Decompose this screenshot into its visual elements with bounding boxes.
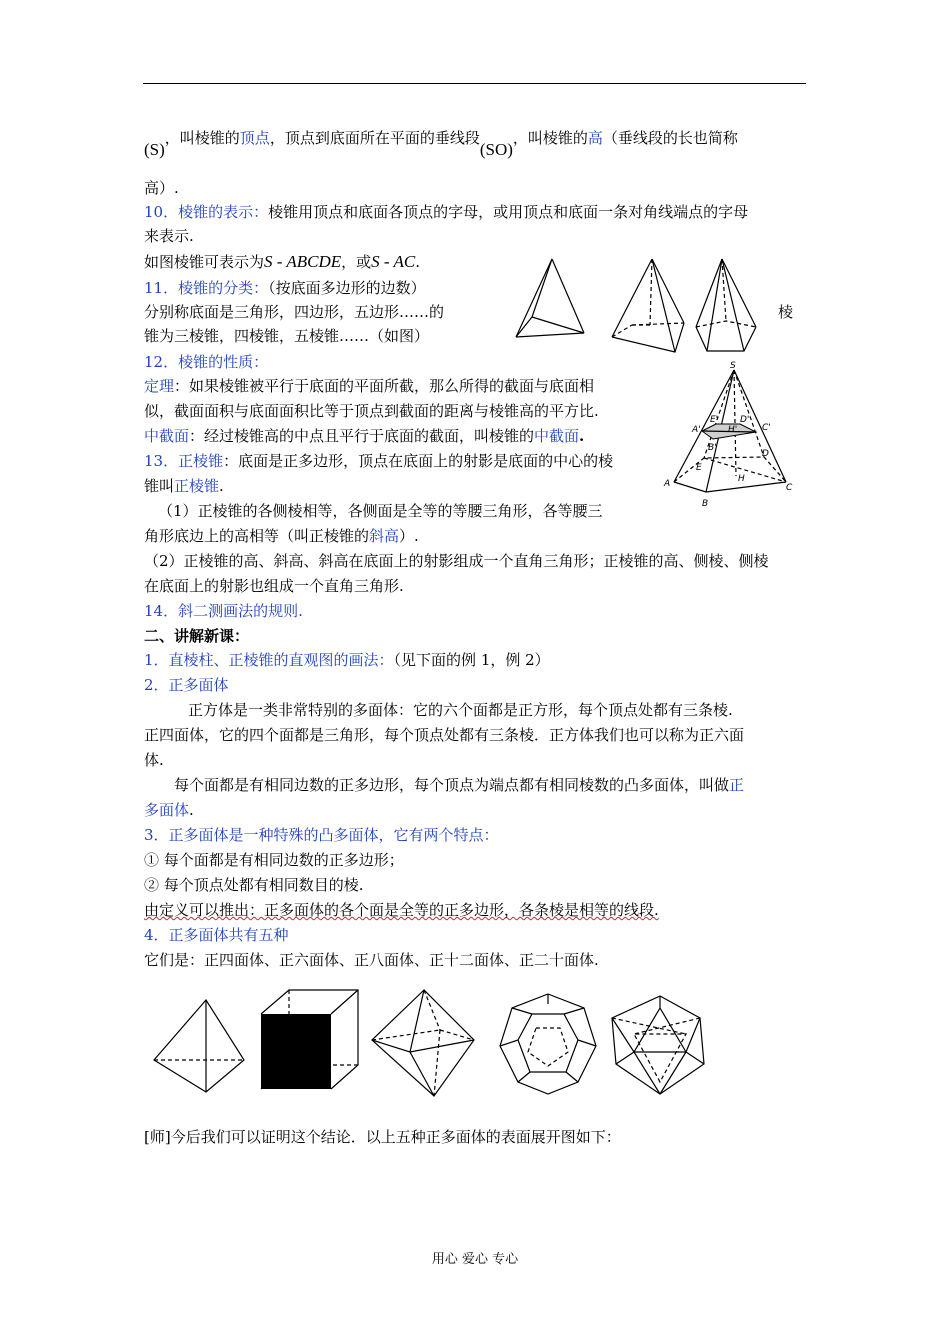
- paragraph-cube: 正方体是一类非常特别的多面体：它的六个面都是正方形，每个顶点处都有三条棱.: [188, 701, 733, 719]
- section-12-title: 12．棱锥的性质：: [144, 353, 269, 371]
- item-2-title: 2．正多面体: [144, 676, 229, 694]
- label-c1: C': [762, 423, 771, 433]
- label-b: B: [702, 499, 709, 509]
- section-10-example: 如图棱锥可表示为S - ABCDE，或S - AC.: [144, 252, 421, 271]
- section-11: 11．棱锥的分类：（按底面多边形的边数）: [144, 279, 426, 297]
- section-10-title: 10．棱锥的表示：: [144, 203, 269, 221]
- triangular-pyramid: [516, 259, 584, 337]
- text-line: 在底面上的射影也组成一个直角三角形.: [144, 577, 404, 595]
- term-vertex: 顶点: [239, 129, 270, 147]
- text-line-end: 棱: [778, 303, 794, 321]
- term-slant-height: 斜高: [369, 527, 400, 545]
- section-14-title: 14．斜二测画法的规则.: [144, 602, 303, 620]
- text-line: 锥为三棱锥，四棱锥，五棱锥……（如图）: [144, 327, 430, 345]
- feature-1: ① 每个面都是有相同边数的正多边形；: [144, 851, 404, 869]
- text-line: 来表示.: [144, 227, 194, 245]
- item-1-title: 1．直棱柱、正棱锥的直观图的画法：: [144, 651, 394, 669]
- label-h: H: [738, 474, 745, 484]
- dodecahedron: [500, 994, 596, 1094]
- label-d: D: [762, 449, 769, 459]
- property-2: （2）正棱锥的高、斜高、斜高在底面上的射影组成一个直角三角形；正棱锥的高、侧棱、侧棱: [144, 552, 769, 570]
- icosahedron: [612, 996, 704, 1094]
- octahedron: [372, 990, 474, 1096]
- theorem-line: 定理：如果棱锥被平行于底面的平面所截，那么所得的截面与底面相: [144, 377, 595, 395]
- pyramid-section-figure: [660, 360, 795, 512]
- label-s: S: [730, 361, 736, 371]
- text-line-vertex-height: (S)，叫棱锥的顶点，顶点到底面所在平面的垂线段(SO)，叫棱锥的高（垂线段的长也简称: [144, 129, 738, 159]
- label-c: C: [786, 483, 793, 493]
- label-h1: H': [728, 425, 738, 435]
- text-line: 分别称底面是三角形，四边形，五边形……的: [144, 303, 445, 321]
- label-e: E: [696, 463, 702, 473]
- math-s-abcde: S - ABCDE: [264, 252, 342, 271]
- page-footer: 用心 爱心 专心: [431, 1252, 519, 1267]
- term-regular-pyramid: 正棱锥: [174, 477, 220, 495]
- text-line: 正四面体，它的四个面都是三角形，每个顶点处都有三条棱．正方体我们也可以称为正六面: [144, 726, 745, 744]
- feature-2: ② 每个顶点处都有相同数目的棱.: [144, 876, 364, 894]
- header-rule: [143, 83, 806, 84]
- label-e1: E': [710, 415, 719, 425]
- text-line: 高）.: [144, 179, 179, 197]
- cube: [261, 990, 358, 1089]
- term-theorem: 定理: [144, 377, 175, 395]
- property-1: （1）正棱锥的各侧棱相等，各侧面是全等的等腰三角形，各等腰三: [158, 502, 603, 520]
- pyramid-types-figure: [512, 255, 772, 355]
- quadrangular-pyramid: [612, 259, 684, 352]
- term-mid-section: 中截面: [144, 427, 190, 445]
- pentagonal-pyramid: [696, 259, 756, 351]
- text-line: 体.: [144, 751, 164, 769]
- section-10: 10．棱锥的表示：棱锥用顶点和底面各顶点的字母，或用顶点和底面一条对角线端点的字母: [144, 203, 749, 221]
- regular-polyhedra-figure: [148, 990, 718, 1100]
- paragraph-definition: 每个面都是有相同边数的正多边形，每个顶点为端点都有相同棱数的凸多面体，叫做正: [174, 776, 745, 794]
- term-height: 高: [587, 129, 603, 147]
- label-b1: B': [708, 443, 717, 453]
- tetrahedron: [154, 1000, 244, 1092]
- math-s-ac: S - AC: [371, 252, 416, 271]
- part2-title: 二、讲解新课：: [144, 627, 250, 645]
- section-13-title: 13．正棱锥: [144, 452, 224, 470]
- section-13: 13．正棱锥：底面是正多边形，顶点在底面上的射影是底面的中心的棱: [144, 452, 614, 470]
- text-line: 多面体.: [144, 801, 194, 819]
- label-a: A: [664, 479, 671, 489]
- label-d1: D': [740, 415, 750, 425]
- text-line: 它们是：正四面体、正六面体、正八面体、正十二面体、正二十面体.: [144, 951, 599, 969]
- mid-section-line: 中截面：经过棱锥高的中点且平行于底面的截面，叫棱锥的中截面.: [144, 427, 585, 445]
- item-3-title: 3．正多面体是一种特殊的凸多面体，它有两个特点：: [144, 826, 499, 844]
- math-s: (S): [144, 140, 165, 159]
- label-a1: A': [692, 425, 701, 435]
- text-line: 似，截面面积与底面面积比等于顶点到截面的距离与棱锥高的平方比.: [144, 402, 599, 420]
- item-4-title: 4．正多面体共有五种: [144, 926, 289, 944]
- deduction-text: 由定义可以推出：正多面体的各个面是全等的正多边形，各条棱是相等的线段.: [144, 901, 659, 919]
- item-1: 1．直棱柱、正棱锥的直观图的画法：（见下面的例 1，例 2）: [144, 651, 550, 669]
- section-11-title: 11．棱锥的分类：: [144, 279, 269, 297]
- math-so: (SO): [479, 140, 513, 159]
- term-regular-polyhedron: 多面体: [144, 801, 190, 819]
- text-line: [144, 900, 659, 920]
- text-line: 锥叫正棱锥.: [144, 477, 224, 495]
- text-line: 角形底边上的高相等（叫正棱锥的斜高）.: [144, 527, 419, 545]
- teacher-line: [师]今后我们可以证明这个结论．以上五种正多面体的表面展开图如下：: [144, 1128, 621, 1146]
